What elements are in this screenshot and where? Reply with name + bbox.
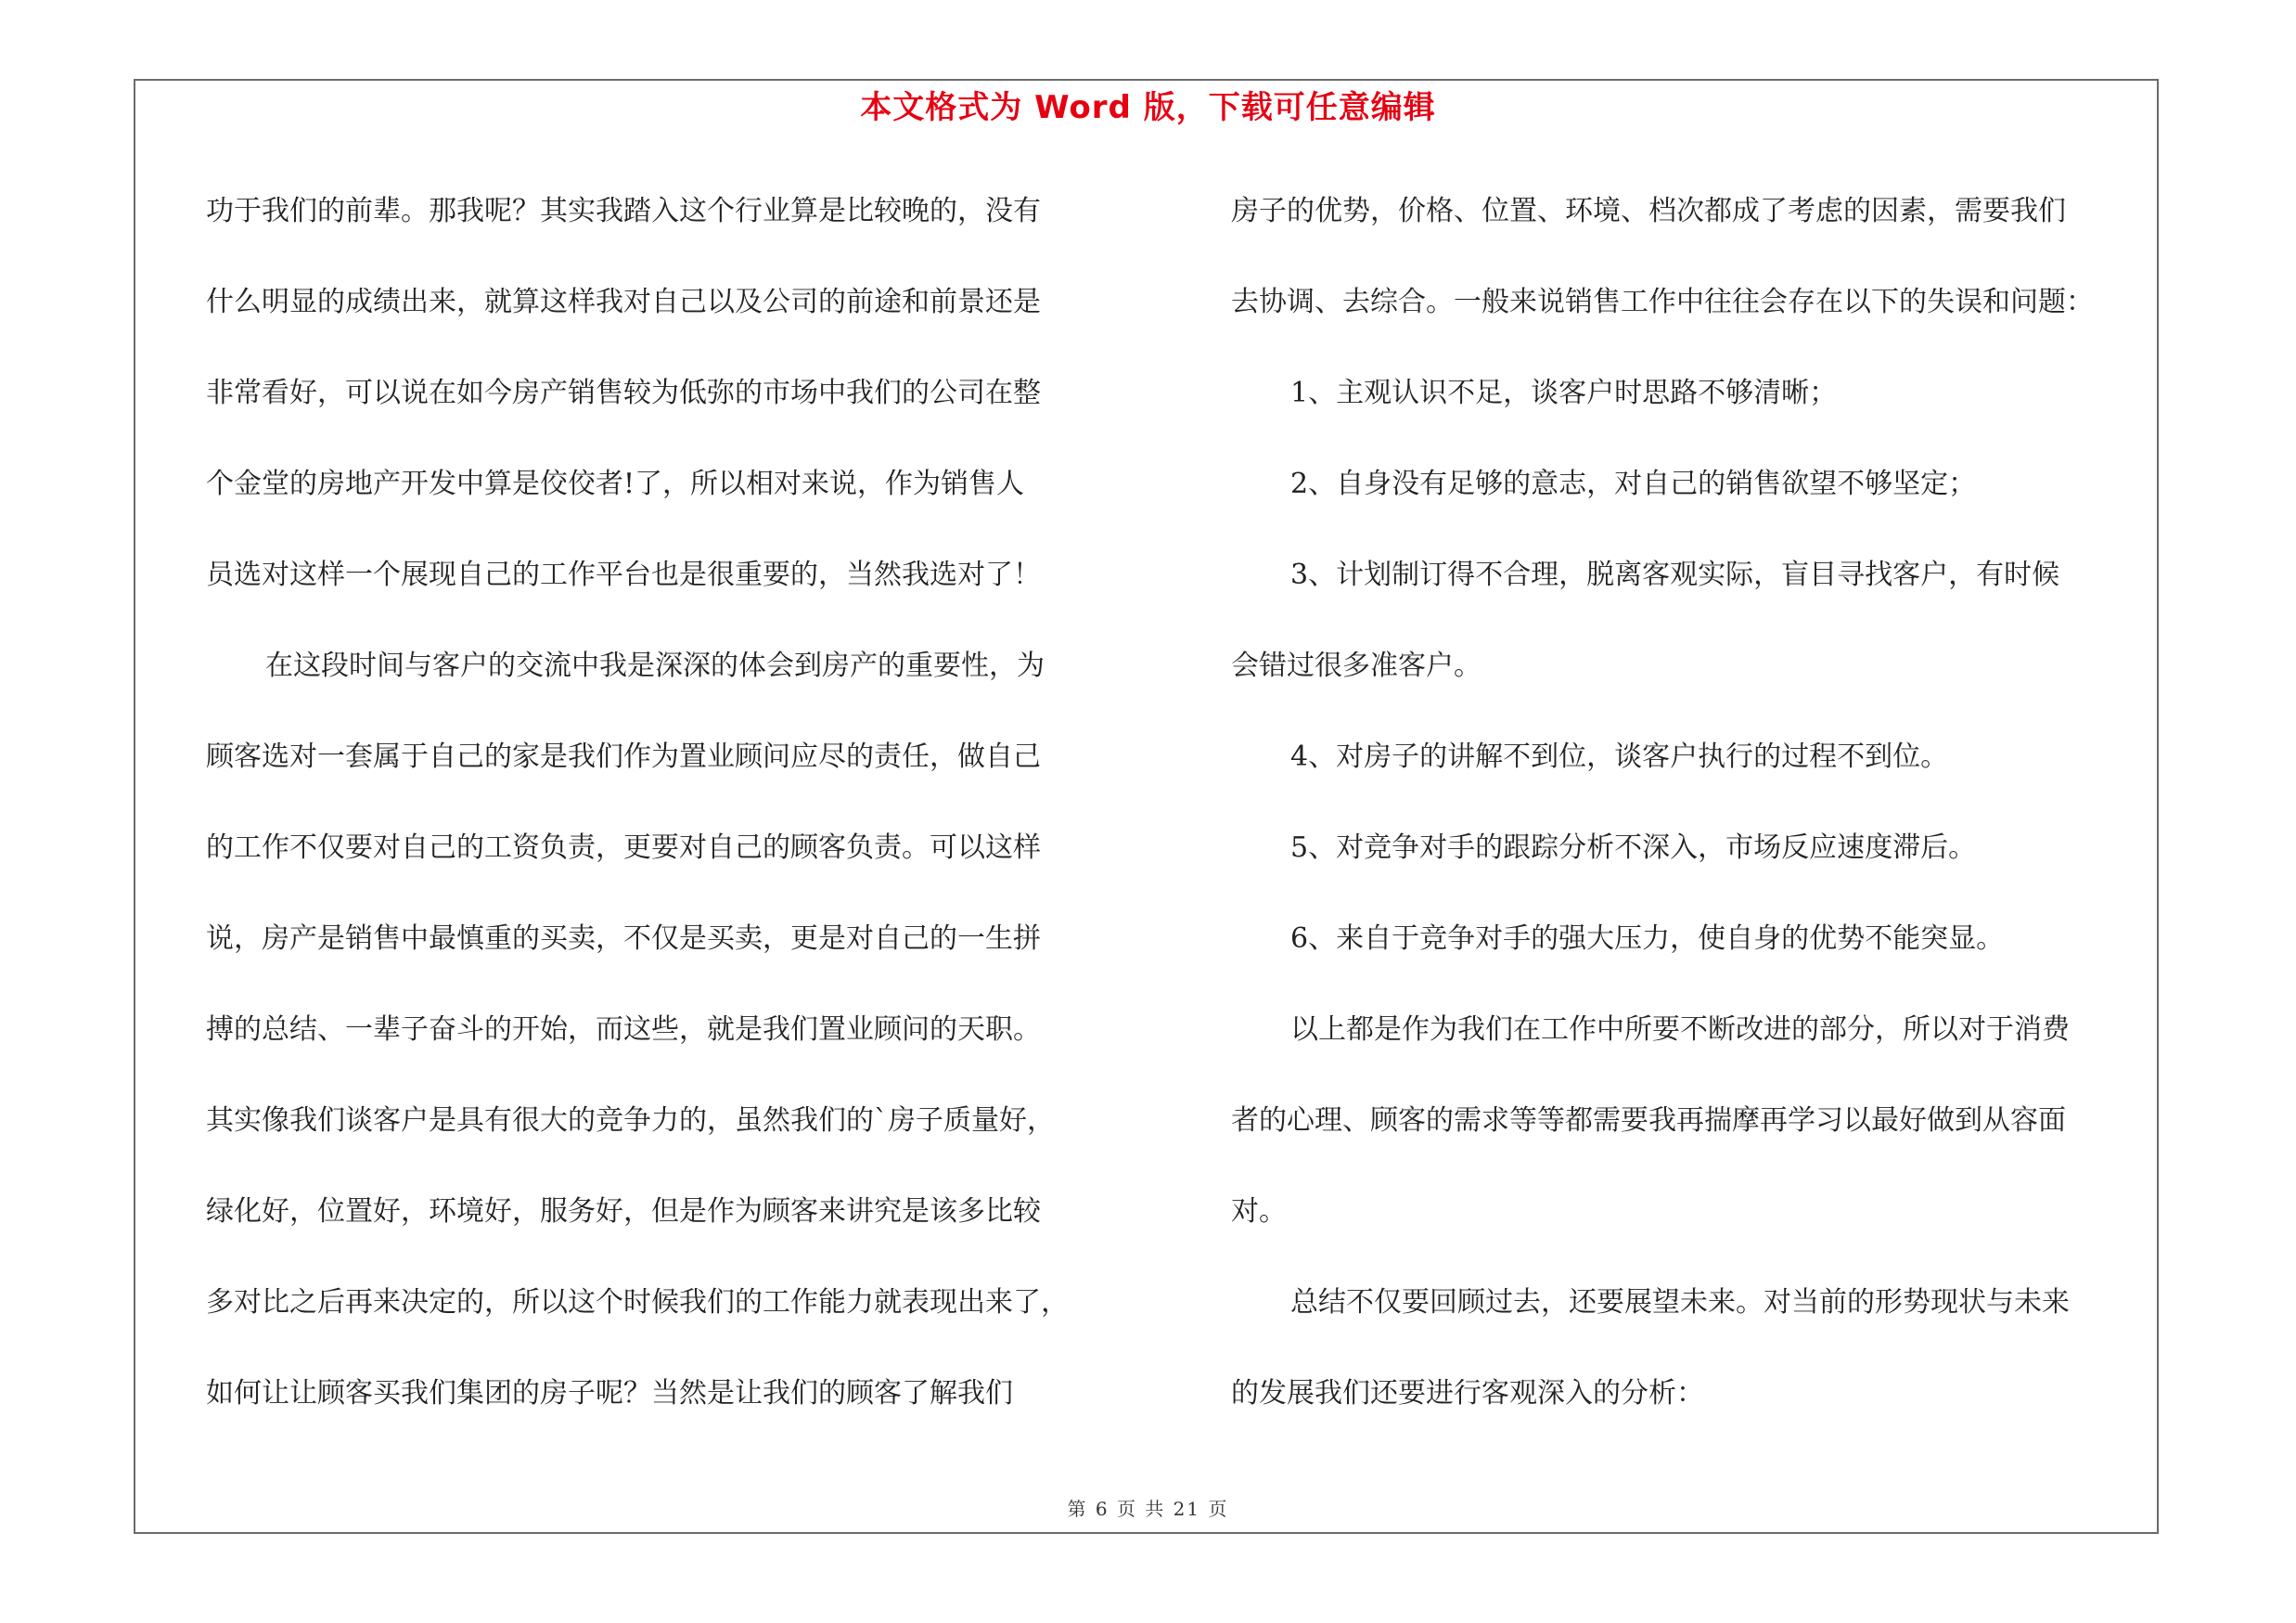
paragraph-line: 功于我们的前辈。那我呢？其实我踏入这个行业算是比较晚的，没有 <box>206 195 1041 227</box>
paragraph-line: 房子的优势，价格、位置、环境、档次都成了考虑的因素，需要我们 <box>1231 195 2066 227</box>
paragraph-line: 说，房产是销售中最慎重的买卖，不仅是买卖，更是对自己的一生拼 <box>206 922 1041 955</box>
paragraph-line: 以上都是作为我们在工作中所要不断改进的部分，所以对于消费 <box>1290 1013 2070 1046</box>
list-item: 5、对竞争对手的跟踪分析不深入，市场反应速度滞后。 <box>1290 831 1977 864</box>
list-item: 3、计划制订得不合理，脱离客观实际，盲目寻找客户，有时候 <box>1290 559 2060 591</box>
paragraph-line: 会错过很多准客户。 <box>1231 650 1481 682</box>
paragraph-line: 的工作不仅要对自己的工资负责，更要对自己的顾客负责。可以这样 <box>206 831 1041 864</box>
paragraph-line: 搏的总结、一辈子奋斗的开始，而这些，就是我们置业顾问的天职。 <box>206 1013 1041 1046</box>
paragraph-line: 对。 <box>1231 1195 1287 1228</box>
paragraph-line: 在这段时间与客户的交流中我是深深的体会到房产的重要性，为 <box>265 650 1045 682</box>
paragraph-line: 非常看好，可以说在如今房产销售较为低弥的市场中我们的公司在整 <box>206 377 1041 409</box>
list-item: 2、自身没有足够的意志，对自己的销售欲望不够坚定； <box>1290 468 1977 500</box>
paragraph-line: 其实像我们谈客户是具有很大的竞争力的，虽然我们的`房子质量好， <box>206 1104 1055 1137</box>
paragraph-line: 顾客选对一套属于自己的家是我们作为置业顾问应尽的责任，做自己 <box>206 741 1041 773</box>
paragraph-line: 什么明显的成绩出来，就算这样我对自己以及公司的前途和前景还是 <box>206 286 1041 318</box>
paragraph-line: 多对比之后再来决定的，所以这个时候我们的工作能力就表现出来了， <box>206 1286 1069 1319</box>
left-text-column <box>206 181 1141 1454</box>
list-item: 6、来自于竞争对手的强大压力，使自身的优势不能突显。 <box>1290 922 2005 955</box>
right-text-column <box>1231 181 2159 1454</box>
paragraph-line: 总结不仅要回顾过去，还要展望未来。对当前的形势现状与未来 <box>1290 1286 2070 1319</box>
paragraph-line: 者的心理、顾客的需求等等都需要我再揣摩再学习以最好做到从容面 <box>1231 1104 2066 1137</box>
header-banner: 本文格式为 Word 版，下载可任意编辑 <box>860 89 1436 126</box>
paragraph-line: 的发展我们还要进行客观深入的分析： <box>1231 1377 1704 1410</box>
list-item: 1、主观认识不足，谈客户时思路不够清晰； <box>1290 377 1838 409</box>
list-item: 4、对房子的讲解不到位，谈客户执行的过程不到位。 <box>1290 741 1949 773</box>
paragraph-line: 如何让让顾客买我们集团的房子呢？当然是让我们的顾客了解我们 <box>206 1377 1013 1410</box>
paragraph-line: 去协调、去综合。一般来说销售工作中往往会存在以下的失误和问题： <box>1231 286 2094 318</box>
paragraph-line: 个金堂的房地产开发中算是佼佼者!了，所以相对来说，作为销售人 <box>206 468 1025 500</box>
paragraph-line: 绿化好，位置好，环境好，服务好，但是作为顾客来讲究是该多比较 <box>206 1195 1041 1228</box>
page-number: 第 6 页 共 21 页 <box>1067 1498 1229 1520</box>
paragraph-line: 员选对这样一个展现自己的工作平台也是很重要的，当然我选对了！ <box>206 559 1041 591</box>
